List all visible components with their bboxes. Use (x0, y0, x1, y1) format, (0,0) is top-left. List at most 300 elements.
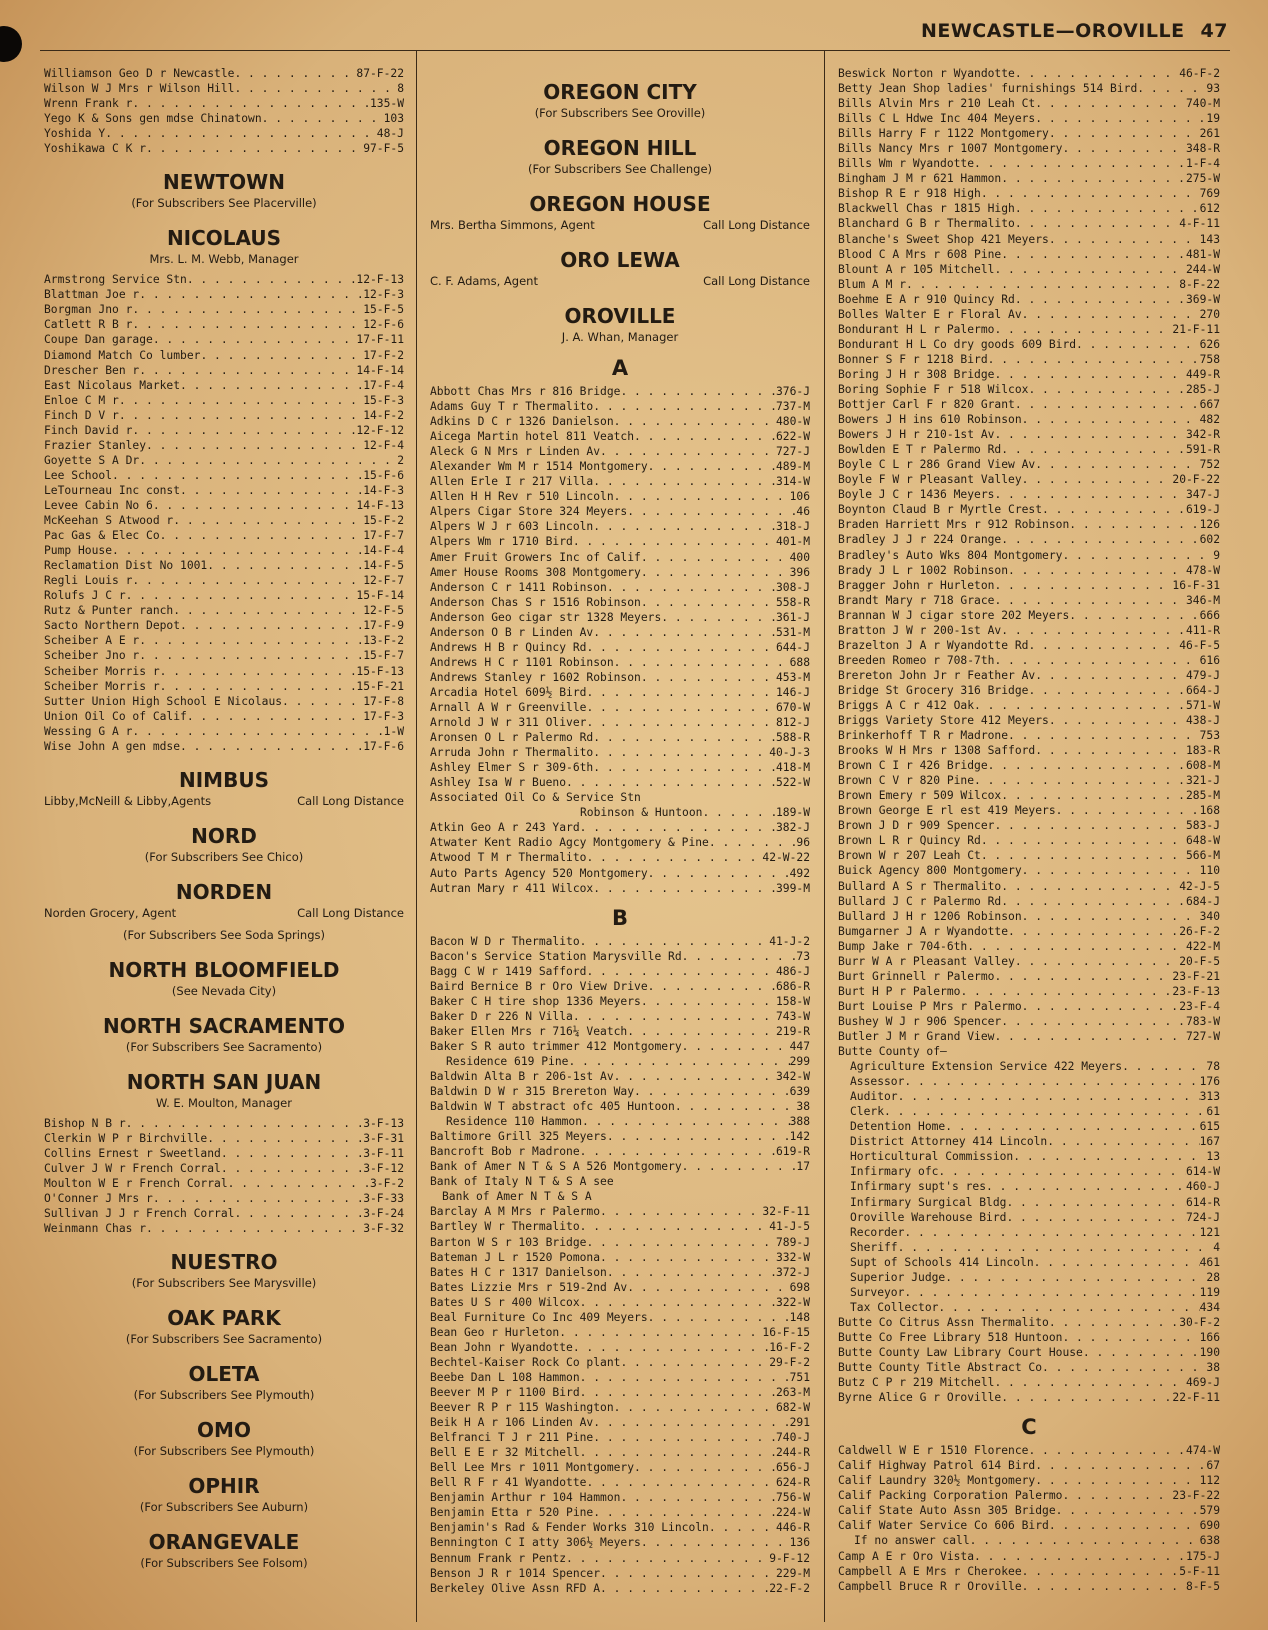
phone-number: 176 (1199, 1075, 1220, 1089)
listing-entry (430, 1280, 810, 1295)
listing-name: Buick Agency 800 Montgomery (838, 864, 1022, 878)
phone-number: 67 (1206, 1459, 1220, 1473)
listing-entry (430, 1069, 810, 1084)
leader-dots (1022, 307, 1200, 322)
listing-name: Baldwin W T abstract ofc 405 Huntoon (430, 1100, 675, 1114)
leader-dots (994, 427, 1186, 442)
leader-dots (1028, 1443, 1186, 1458)
leader-dots (648, 866, 790, 881)
listing-entry (838, 487, 1220, 502)
leader-dots (1049, 126, 1200, 141)
listing-entry (44, 633, 404, 648)
listing-name: Alpers W J r 603 Lincoln (430, 520, 594, 534)
listing-entry (838, 1104, 1220, 1119)
listing-entry (838, 247, 1220, 262)
listing-name: Blood C A Mrs r 608 Pine (838, 247, 1002, 261)
listing-name: Bacon W D r Thermalito (430, 934, 580, 948)
listing-name: Andrews Stanley r 1602 Robinson (430, 670, 641, 684)
leader-dots (112, 468, 363, 483)
listing-name: Bagg C W r 1419 Safford (430, 964, 587, 978)
listing-entry (838, 141, 1220, 156)
listing-entry (430, 1400, 810, 1415)
leader-dots (582, 1114, 790, 1129)
listing-entry (430, 414, 810, 429)
leader-dots (1022, 909, 1200, 924)
leader-dots (566, 1551, 769, 1566)
listing-entry (430, 1099, 810, 1114)
leader-dots (593, 1430, 776, 1445)
leader-dots (119, 408, 363, 423)
listing-entry (44, 81, 404, 96)
listing-entry (44, 1131, 404, 1146)
leader-dots (1008, 728, 1200, 743)
leader-dots (1076, 337, 1200, 352)
leader-dots (1001, 788, 1186, 803)
phone-number: 372-J (775, 1265, 810, 1279)
phone-number: 12-F-5 (363, 604, 404, 618)
phone-number: 388 (789, 1115, 810, 1129)
phone-number: 812-J (775, 716, 810, 730)
listing-name: Goyette S A Dr (44, 453, 140, 467)
listing-entry (838, 593, 1220, 608)
phone-number: 106 (789, 490, 810, 504)
listing-entry (430, 384, 810, 399)
leader-dots (938, 1164, 1186, 1179)
listing-entry (44, 348, 404, 363)
listing-name: Bills Wm r Wyandotte (838, 157, 975, 171)
leader-dots (906, 277, 1179, 292)
leader-dots (988, 352, 1200, 367)
listing-name: Bean John r Wyandotte (430, 1340, 573, 1354)
listing-name: Sullivan J J r French Corral (44, 1207, 235, 1221)
listing-name: Benson J R r 1014 Spencer (430, 1566, 601, 1580)
phone-number: 96 (796, 836, 810, 850)
listing-entry (44, 1176, 404, 1191)
listing-name: Catlett R B r (44, 318, 133, 332)
town-note: (For Subscribers See Soda Springs) (122, 927, 326, 942)
listing-entry (838, 1029, 1220, 1044)
listing-name: Sacto Northern Depot (44, 619, 181, 633)
leader-dots (988, 758, 1186, 773)
listing-name: Bills Nancy Mrs r 1007 Montgomery (838, 142, 1063, 156)
listing-entry (838, 653, 1220, 668)
phone-number: 16-F-15 (762, 1325, 810, 1339)
leader-dots (898, 1089, 1200, 1104)
listing-name: Arcadia Hotel 609½ Bird (430, 685, 587, 699)
town-heading: NORTH SACRAMENTO (103, 1013, 345, 1038)
listing-name: Brown C V r 820 Pine (838, 774, 975, 788)
listing-entry (44, 66, 404, 81)
listing-entry (838, 1300, 1220, 1315)
listing-entry (44, 694, 404, 709)
listing-name: Ashley Elmer S r 309-6th (430, 761, 594, 775)
listing-name: Rutz & Punter ranch (44, 604, 174, 618)
phone-number: 291 (789, 1416, 810, 1430)
phone-number: 41-J-2 (769, 934, 810, 948)
leader-dots (132, 96, 370, 111)
listing-name: Calif State Auto Assn 305 Bridge (838, 1504, 1056, 1518)
listing-name: Bridge St Grocery 316 Bridge (838, 683, 1029, 697)
listing-entry (838, 216, 1220, 231)
phone-number: 168 (1199, 804, 1220, 818)
listing-name: Beever R P r 115 Washington (430, 1401, 614, 1415)
listing-name: Residence 110 Hammon (446, 1115, 583, 1129)
listing-entry (44, 573, 404, 588)
town-note: (For Subscribers See Marysville) (131, 1276, 317, 1291)
listing-name: Bishop N B r (44, 1116, 126, 1130)
phone-number: 461 (1199, 1255, 1220, 1269)
phone-number: 446-R (775, 1521, 810, 1535)
column-divider (824, 50, 825, 1622)
listing-name: Adams Guy T r Thermalito (430, 400, 594, 414)
leader-dots (282, 694, 363, 709)
listing-entry (430, 1325, 810, 1340)
phone-number: 612 (1199, 202, 1220, 216)
listing-entry (430, 1129, 810, 1144)
listing-name: Ashley Isa W r Bueno (430, 776, 567, 790)
listing-name: Bottjer Carl F r 820 Grant (838, 398, 1015, 412)
leader-dots (702, 805, 776, 820)
listing-entry (430, 1024, 810, 1039)
phone-number: 103 (383, 112, 404, 126)
listing-entry (430, 1520, 810, 1535)
listing-entry (838, 713, 1220, 728)
listing-entry (44, 96, 404, 111)
phone-number: 15-F-14 (356, 589, 404, 603)
listing-entry (430, 1370, 810, 1385)
listing-entry (430, 1551, 810, 1566)
leader-dots (970, 1533, 1200, 1548)
leader-dots (607, 1265, 776, 1280)
header-rule (40, 50, 1230, 51)
listing-name: Andrews H B r Quincy Rd (430, 640, 587, 654)
listing-name: Brown George E rl est 419 Meyers (838, 804, 1056, 818)
phone-number: 624-R (775, 1476, 810, 1490)
listing-name: Bullard J C r Palermo Rd (838, 894, 1002, 908)
leader-dots (1001, 247, 1186, 262)
phone-number: 769 (1199, 187, 1220, 201)
listing-name: Caldwell W E r 1510 Florence (838, 1444, 1029, 1458)
leader-dots (119, 393, 363, 408)
listing-name: Frazier Stanley (44, 438, 147, 452)
leader-dots (1056, 803, 1200, 818)
listing-entry (430, 474, 810, 489)
leader-dots (600, 444, 776, 459)
phone-number: 12-F-4 (363, 438, 404, 452)
listing-entry (838, 1044, 1220, 1059)
listing-name: Regli Louis r (44, 574, 133, 588)
listing-entry (430, 444, 810, 459)
listing-name: Boyle J C r 1436 Meyers (838, 488, 995, 502)
listing-name: Drescher Ben r (44, 363, 140, 377)
listing-entry (430, 1159, 810, 1174)
listing-name: Campbell Bruce R r Oroville (838, 1579, 1022, 1593)
leader-dots (126, 588, 357, 603)
listing-name: Bradley's Auto Wks 804 Montgomery (838, 548, 1063, 562)
listing-name: Bills Harry F r 1122 Montgomery (838, 127, 1049, 141)
phone-number: 119 (1199, 1285, 1220, 1299)
listing-name: Williamson Geo D r Newcastle (44, 67, 235, 80)
listing-name: Wessing G A r (44, 724, 133, 738)
phone-number: 648-W (1185, 834, 1220, 848)
listing-entry (838, 171, 1220, 186)
listing-name: Baird Bernice B r Oro View Drive (430, 979, 648, 993)
phone-number: 727-W (1185, 1030, 1220, 1043)
leader-dots (981, 186, 1200, 201)
listing-name: Anderson C r 1411 Robinson (430, 580, 607, 594)
phone-number: 438-J (1185, 714, 1220, 728)
phone-number: 322-W (775, 1295, 810, 1309)
phone-number: 614-R (1185, 1195, 1220, 1209)
town-note: (For Subscribers See Placerville) (131, 196, 317, 211)
leader-dots (573, 1009, 776, 1024)
phone-number: 261 (1199, 127, 1220, 141)
phone-number: 148 (789, 1310, 810, 1324)
leader-dots (559, 1325, 762, 1340)
listing-name: Bushey W J r 906 Spencer (838, 1014, 1002, 1028)
listing-name: East Nicolaus Market (44, 378, 181, 392)
listing-entry (838, 96, 1220, 111)
phone-number: 740-J (775, 1431, 810, 1445)
listing-name: Brown W r 207 Leah Ct (838, 849, 981, 863)
leader-dots (884, 1104, 1206, 1119)
phone-number: 342-R (1185, 428, 1220, 442)
phone-number: 8 (397, 82, 404, 96)
phone-number: 486-J (775, 964, 810, 978)
listing-entry (430, 775, 810, 790)
listing-entry (44, 618, 404, 633)
leader-dots (593, 625, 776, 640)
leader-dots (607, 1129, 790, 1144)
agent-line (430, 216, 810, 234)
listing-entry (44, 363, 404, 378)
listing-entry (838, 969, 1220, 984)
phone-number: 263-M (775, 1386, 810, 1399)
listing-name: Brown Emery r 509 Wilcox (838, 789, 1002, 803)
listing-name: Burt Louise P Mrs r Palermo (838, 999, 1022, 1013)
listing-entry (44, 272, 404, 287)
listing-entry (430, 1355, 810, 1370)
listing-entry (838, 1014, 1220, 1029)
listing-entry (838, 894, 1220, 909)
listing-entry (430, 805, 810, 820)
phone-number: 143 (1199, 232, 1220, 246)
listing-name: Betty Jean Shop ladies' furnishings 514 Bird (838, 82, 1138, 96)
leader-dots (1035, 96, 1186, 111)
listing-name: Blum A M r (838, 277, 907, 291)
listing-name: Pump House (44, 544, 113, 558)
listing-name: Baker Ellen Mrs r 716¼ Veatch (430, 1024, 628, 1038)
listing-name: Baker S R auto trimmer 412 Montgomery (430, 1039, 682, 1053)
leader-dots (641, 565, 790, 580)
leader-dots (1028, 382, 1186, 397)
phone-number: 492 (789, 866, 810, 880)
leader-dots (1022, 863, 1200, 878)
listing-name: Berkeley Olive Assn RFD A (430, 1581, 601, 1595)
listing-name: Bateman J L r 1520 Pomona (430, 1250, 601, 1264)
leader-dots (221, 1146, 363, 1161)
listing-entry (838, 939, 1220, 954)
listing-entry (838, 1549, 1220, 1564)
page-header (921, 20, 1228, 42)
listing-name: Butte County of— (838, 1045, 947, 1059)
listing-entry (838, 954, 1220, 969)
phone-number: 299 (789, 1054, 810, 1068)
listing-name: Arruda John r Thermalito (430, 746, 594, 760)
phone-number: 19 (1206, 112, 1220, 126)
listing-entry (430, 1054, 810, 1069)
listing-entry (838, 548, 1220, 563)
listing-entry (44, 393, 404, 408)
phone-number: 17-F-2 (363, 348, 404, 362)
leader-dots (1062, 141, 1186, 156)
phone-number: 121 (1199, 1225, 1220, 1239)
listing-name: Boring J H r 308 Bridge (838, 367, 995, 381)
listing-entry (838, 1210, 1220, 1225)
listing-name: Superior Judge (850, 1270, 946, 1284)
listing-name: Auto Parts Agency 520 Montgomery (430, 866, 648, 880)
phone-number: 583-J (1185, 819, 1220, 833)
listing-entry (430, 1415, 810, 1430)
phone-number: 14-F-14 (356, 363, 404, 377)
leader-dots (1013, 1149, 1206, 1164)
leader-dots (1049, 713, 1186, 728)
town-heading: OROVILLE (564, 304, 676, 328)
listing-entry (430, 580, 810, 595)
listing-name: Borgman Jno r (44, 303, 133, 317)
listing-entry (838, 924, 1220, 939)
listing-entry (44, 378, 404, 393)
listing-name: Braden Harriett Mrs r 912 Robinson (838, 518, 1070, 532)
phone-number: 12-F-3 (363, 288, 404, 302)
listing-entry (838, 668, 1220, 683)
leader-dots (586, 715, 776, 730)
listing-name: Agriculture Extension Service 422 Meyers (850, 1060, 1123, 1074)
leader-dots (153, 498, 357, 513)
listing-entry (44, 648, 404, 663)
leader-dots (112, 543, 363, 558)
listing-name: Belfranci T J r 211 Pine (430, 1431, 594, 1445)
leader-dots (566, 775, 776, 790)
phone-number: 61 (1206, 1105, 1220, 1119)
leader-dots (600, 1581, 769, 1596)
phone-number: 670-W (775, 700, 810, 714)
listing-name: Bell E E r 32 Mitchell (430, 1446, 580, 1460)
phone-number: 396 (789, 565, 810, 579)
listing-entry (44, 332, 404, 347)
leader-dots (1035, 743, 1186, 758)
listing-entry (838, 1164, 1220, 1179)
leader-dots (139, 363, 356, 378)
phone-number: 126 (1199, 518, 1220, 532)
town-heading: ORANGEVALE (148, 1530, 300, 1555)
phone-number: 12-F-7 (363, 574, 404, 588)
phone-number: 688 (789, 655, 810, 669)
listing-entry (838, 683, 1220, 698)
listing-name: Byrne Alice G r Oroville (838, 1391, 1002, 1405)
phone-number: 17-F-4 (363, 378, 404, 392)
phone-number: 614-W (1185, 1165, 1220, 1179)
listing-name: Brown L R r Quincy Rd (838, 834, 981, 848)
listing-name: Brady J L r 1002 Robinson (838, 563, 1009, 577)
listing-entry (838, 909, 1220, 924)
leader-dots (573, 1340, 769, 1355)
listing-name: Anderson O B r Linden Av (430, 625, 594, 639)
leader-dots (1001, 442, 1186, 457)
listing-entry (430, 934, 810, 949)
phone-number: 110 (1199, 864, 1220, 878)
leader-dots (641, 670, 776, 685)
leader-dots (938, 1300, 1199, 1315)
phone-number: 418-M (775, 761, 810, 775)
leader-dots (600, 1204, 762, 1219)
phone-number: 686-R (775, 979, 810, 993)
phone-number: 270 (1199, 307, 1220, 321)
leader-dots (1122, 1059, 1206, 1074)
leader-dots (1042, 1360, 1206, 1375)
listing-name: Aronsen O L r Palermo Rd (430, 731, 594, 745)
listing-entry (430, 625, 810, 640)
listing-name: Finch D V r (44, 408, 119, 422)
leader-dots (586, 850, 762, 865)
phone-number: 73 (796, 949, 810, 963)
leader-dots (207, 1131, 363, 1146)
listing-entry (430, 1295, 810, 1310)
phone-number: 17-F-6 (363, 739, 404, 753)
listing-entry (838, 292, 1220, 307)
listing-name: Briggs Variety Store 412 Meyers (838, 714, 1049, 728)
listing-entry (430, 429, 810, 444)
phone-number: 2 (397, 453, 404, 467)
page-number: 47 (1200, 20, 1228, 42)
leader-dots (981, 848, 1186, 863)
listing-name: Baldwin Alta B r 206-1st Av (430, 1070, 614, 1084)
listing-entry (838, 1443, 1220, 1458)
listing-entry (430, 1250, 810, 1265)
leader-dots (586, 640, 776, 655)
phone-number: 724-J (1185, 1210, 1220, 1224)
listing-name: Sutter Union High School E Nicolaus (44, 694, 283, 708)
phone-number: 12-F-12 (356, 423, 404, 437)
listing-entry (838, 879, 1220, 894)
leader-dots (146, 1221, 363, 1236)
listing-entry (430, 1009, 810, 1024)
listing-entry (838, 788, 1220, 803)
town-heading: ORO LEWA (560, 248, 680, 272)
leader-dots (568, 1054, 789, 1069)
listing-entry (838, 863, 1220, 878)
listing-name: Moulton W E r French Corral (44, 1176, 228, 1190)
phone-number: 14-F-3 (363, 483, 404, 497)
leader-dots (1022, 1579, 1186, 1594)
listing-name: Beik H A r 106 Linden Av (430, 1416, 594, 1430)
phone-number: 447 (789, 1039, 810, 1053)
listing-entry (430, 715, 810, 730)
listing-name: Arnold J W r 311 Oliver (430, 716, 587, 730)
listing-name: O'Conner J Mrs r (44, 1192, 153, 1206)
phone-number: 3-F-13 (363, 1116, 404, 1130)
phone-number: 8-F-5 (1185, 1579, 1220, 1593)
phone-number: 571-W (1185, 698, 1220, 712)
town-note: Mrs. L. M. Webb, Manager (149, 252, 299, 267)
listing-name: Oroville Warehouse Bird (850, 1210, 1007, 1224)
leader-dots (904, 1285, 1199, 1300)
leader-dots (994, 322, 1172, 337)
listing-entry (838, 517, 1220, 532)
agent-name: Mrs. Bertha Simmons, Agent (430, 218, 595, 232)
listing-entry (430, 640, 810, 655)
listing-name: Adkins D C r 1326 Danielson (430, 415, 614, 429)
